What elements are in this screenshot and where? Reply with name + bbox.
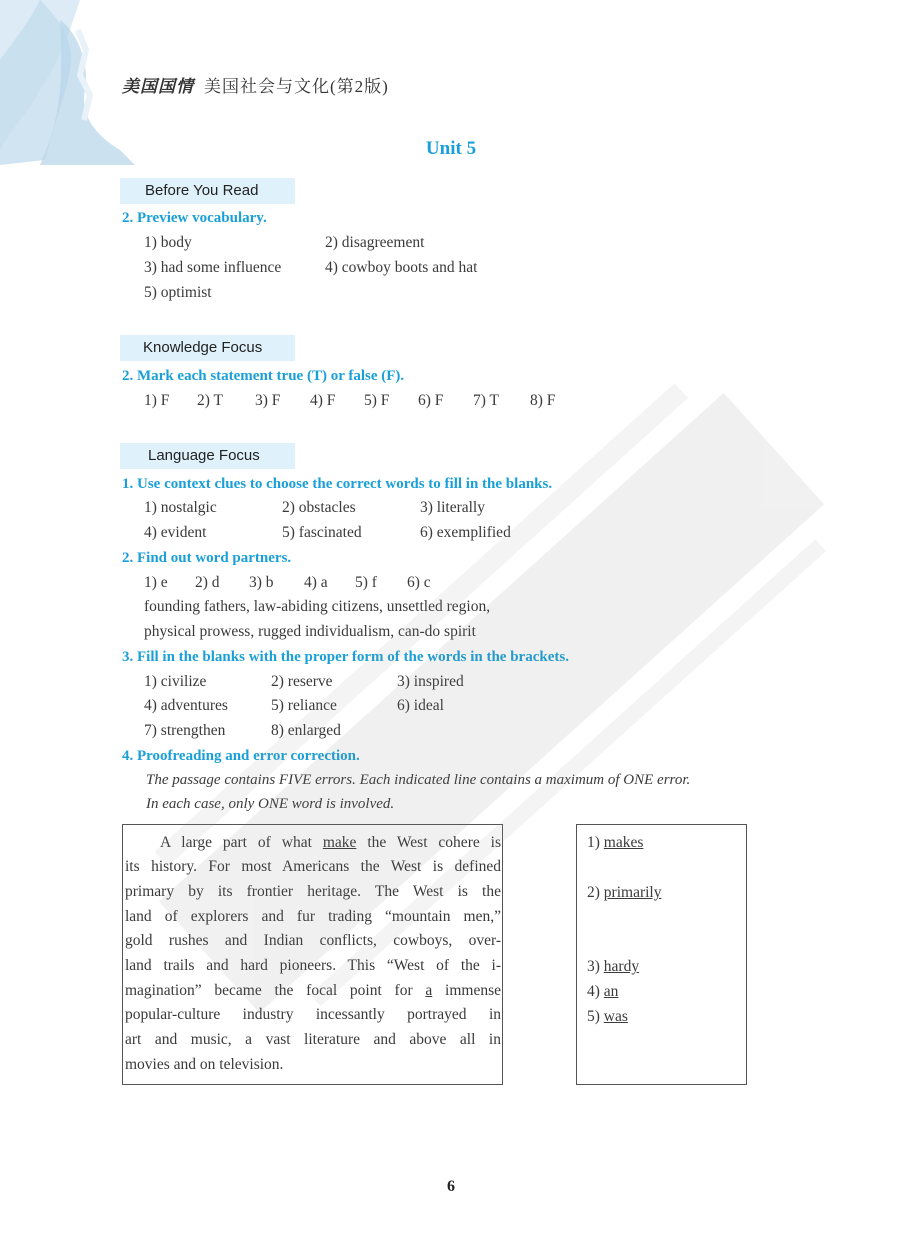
- correction-word: an: [603, 983, 619, 1000]
- answer-item: 3) inspired: [397, 673, 464, 690]
- answer-item: 8) enlarged: [271, 722, 341, 739]
- answer-item: 2) disagreement: [325, 234, 425, 251]
- passage-text: A large part of what: [160, 834, 323, 851]
- correction-word: was: [603, 1008, 628, 1025]
- correction-item: [587, 834, 643, 852]
- header-title: 美国社会与文化(第2版): [204, 77, 389, 96]
- answer-item: 7) T: [473, 392, 499, 409]
- correction-word: primarily: [603, 884, 662, 901]
- passage-line: [125, 982, 501, 1000]
- error-word: a: [425, 982, 433, 999]
- answer-item: 1) nostalgic: [144, 499, 217, 516]
- passage-line: land of explorers and fur trading “mountain men,”: [125, 908, 501, 925]
- answer-item: 6) F: [418, 392, 444, 409]
- section-label-language-focus: Language Focus: [120, 443, 295, 469]
- question-heading: 4. Proofreading and error correction.: [122, 748, 360, 764]
- answer-item: 4) evident: [144, 524, 207, 541]
- correction-number: 2): [587, 884, 600, 901]
- unit-title: Unit 5: [425, 138, 477, 159]
- instruction-line: The passage contains FIVE errors. Each indicated line contains a maximum of ONE error.: [146, 772, 691, 788]
- question-heading: 2. Preview vocabulary.: [122, 210, 267, 226]
- answer-item: 8) F: [530, 392, 556, 409]
- passage-text: the West cohere is: [356, 834, 501, 851]
- running-header: [122, 72, 389, 97]
- answer-item: 1) e: [144, 574, 168, 591]
- answer-item: 1) body: [144, 234, 192, 251]
- answer-item: 2) obstacles: [282, 499, 356, 516]
- answer-item: 3) F: [255, 392, 281, 409]
- answer-item: 7) strengthen: [144, 722, 226, 739]
- passage-text: magination” became the focal point for: [125, 982, 426, 999]
- question-heading: 3. Fill in the blanks with the proper form of the words in the brackets.: [122, 649, 569, 665]
- word-partners-line: physical prowess, rugged individualism, can-do spirit: [144, 623, 476, 640]
- correction-number: 5): [587, 1008, 600, 1025]
- passage-line: land trails and hard pioneers. This “West of the i-: [125, 957, 501, 974]
- answer-item: 2) reserve: [271, 673, 333, 690]
- answer-item: 2) d: [195, 574, 220, 591]
- instruction-line: In each case, only ONE word is involved.: [146, 796, 395, 812]
- correction-number: 1): [587, 834, 600, 851]
- answer-item: 1) civilize: [144, 673, 207, 690]
- answer-item: 6) ideal: [397, 697, 444, 714]
- page-number: 6: [447, 1178, 455, 1195]
- answer-item: 3) had some influence: [144, 259, 282, 276]
- correction-item: [587, 1008, 628, 1026]
- passage-line: gold rushes and Indian conflicts, cowboys, over-: [125, 932, 501, 949]
- answer-item: 1) F: [144, 392, 170, 409]
- answer-item: 5) optimist: [144, 284, 212, 301]
- question-heading: 2. Mark each statement true (T) or false (F).: [122, 368, 405, 384]
- passage-line: movies and on television.: [125, 1056, 284, 1073]
- question-heading: 2. Find out word partners.: [122, 550, 292, 566]
- answer-item: 4) cowboy boots and hat: [325, 259, 478, 276]
- answer-item: 2) T: [197, 392, 223, 409]
- correction-number: 3): [587, 958, 600, 975]
- correction-item: [587, 958, 639, 976]
- answer-item: 4) a: [304, 574, 328, 591]
- passage-line: popular-culture industry incessantly portrayed in: [125, 1006, 501, 1023]
- answer-item: 6) c: [407, 574, 431, 591]
- answer-item: 5) reliance: [271, 697, 337, 714]
- passage-text: immense: [432, 982, 501, 999]
- answer-item: 5) fascinated: [282, 524, 362, 541]
- section-label-before-you-read: Before You Read: [120, 178, 295, 204]
- word-partners-line: founding fathers, law-abiding citizens, unsettled region,: [144, 598, 491, 615]
- correction-word: makes: [603, 834, 644, 851]
- question-heading: 1. Use context clues to choose the correct words to fill in the blanks.: [122, 476, 553, 492]
- correction-number: 4): [587, 983, 600, 1000]
- error-word: make: [322, 834, 357, 851]
- answer-item: 4) F: [310, 392, 336, 409]
- passage-line: [125, 834, 501, 852]
- answer-item: 5) F: [364, 392, 390, 409]
- answer-item: 5) f: [355, 574, 377, 591]
- header-brand: 美国国情: [122, 77, 194, 97]
- correction-word: hardy: [603, 958, 640, 975]
- answer-item: 3) literally: [420, 499, 485, 516]
- passage-line: its history. For most Americans the West is defined: [125, 858, 501, 875]
- corrections-box: [576, 824, 747, 1085]
- correction-item: [587, 983, 618, 1001]
- answer-item: 6) exemplified: [420, 524, 511, 541]
- answer-item: 4) adventures: [144, 697, 228, 714]
- answer-item: 3) b: [249, 574, 274, 591]
- section-label-knowledge-focus: Knowledge Focus: [120, 335, 295, 361]
- passage-line: art and music, a vast literature and above all in: [125, 1031, 501, 1048]
- correction-item: [587, 884, 661, 902]
- passage-line: primary by its frontier heritage. The West is the: [125, 883, 501, 900]
